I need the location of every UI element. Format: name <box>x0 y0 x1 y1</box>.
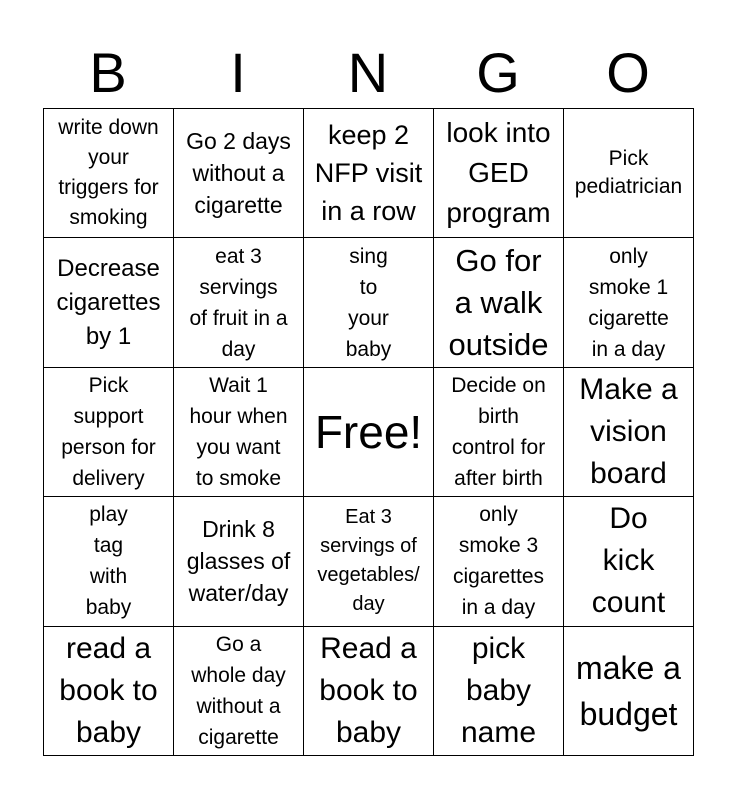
square-label: Go a whole day without a cigarette <box>191 632 286 749</box>
bingo-square[interactable] <box>174 367 304 496</box>
square-label: play tag with baby <box>85 503 132 620</box>
bingo-square[interactable] <box>174 626 304 755</box>
square-label: Eat 3 servings of vegetables/ day <box>317 506 420 616</box>
square-label: only smoke 1 cigarette in a day <box>588 244 669 361</box>
bingo-header <box>43 40 693 106</box>
bingo-square[interactable] <box>174 109 304 238</box>
square-label: Go 2 days without a cigarette <box>186 128 291 219</box>
square-label: Decrease cigarettes by 1 <box>56 254 161 350</box>
square-label: Make a vision board <box>579 372 678 490</box>
bingo-square[interactable] <box>44 109 174 238</box>
bingo-square[interactable] <box>434 626 564 755</box>
header-letter-i: I <box>230 41 246 104</box>
board-row <box>44 626 694 755</box>
square-label: write down your triggers for smoking <box>58 116 159 230</box>
bingo-square[interactable] <box>564 367 694 496</box>
square-label: Go for a walk outside <box>448 242 549 362</box>
square-label: sing to your baby <box>345 244 392 361</box>
square-label: eat 3 servings of fruit in a day <box>189 244 288 361</box>
board-row <box>44 367 694 496</box>
square-label: make a budget <box>576 649 681 732</box>
header-letter-o: O <box>606 41 650 104</box>
board-row <box>44 109 694 238</box>
bingo-square[interactable] <box>44 626 174 755</box>
square-label: Read a book to baby <box>319 631 418 749</box>
board-row <box>44 238 694 367</box>
bingo-square[interactable] <box>44 497 174 626</box>
square-label: Wait 1 hour when you want to smoke <box>189 373 288 490</box>
header-letter-b: B <box>89 41 127 104</box>
bingo-square[interactable] <box>434 238 564 367</box>
square-label: Pick support person for delivery <box>61 373 156 490</box>
square-label: Pick pediatrician <box>574 147 683 199</box>
bingo-square[interactable] <box>44 238 174 367</box>
square-label: only smoke 3 cigarettes in a day <box>452 503 545 620</box>
square-label: read a book to baby <box>59 631 158 749</box>
square-label: Free! <box>314 405 423 458</box>
board-row <box>44 497 694 626</box>
square-label: look into GED program <box>446 117 551 229</box>
bingo-square[interactable] <box>174 238 304 367</box>
bingo-square[interactable] <box>434 109 564 238</box>
square-label: keep 2 NFP visit in a row <box>314 120 423 227</box>
bingo-square[interactable] <box>44 367 174 496</box>
bingo-square[interactable] <box>434 497 564 626</box>
bingo-square[interactable] <box>564 109 694 238</box>
bingo-square[interactable] <box>304 109 434 238</box>
header-letter-n: N <box>347 41 389 104</box>
bingo-square[interactable] <box>174 497 304 626</box>
square-label: pick baby name <box>460 631 537 749</box>
header-letter-g: G <box>476 41 520 104</box>
square-label: Do kick count <box>591 502 666 620</box>
bingo-square[interactable] <box>564 238 694 367</box>
bingo-square[interactable] <box>304 497 434 626</box>
bingo-square[interactable] <box>564 626 694 755</box>
free-space[interactable] <box>304 367 434 496</box>
bingo-square[interactable] <box>304 626 434 755</box>
square-label: Drink 8 glasses of water/day <box>186 516 291 607</box>
bingo-board <box>43 108 694 756</box>
bingo-square[interactable] <box>564 497 694 626</box>
bingo-square[interactable] <box>434 367 564 496</box>
square-label: Decide on birth control for after birth <box>451 373 546 490</box>
bingo-square[interactable] <box>304 238 434 367</box>
